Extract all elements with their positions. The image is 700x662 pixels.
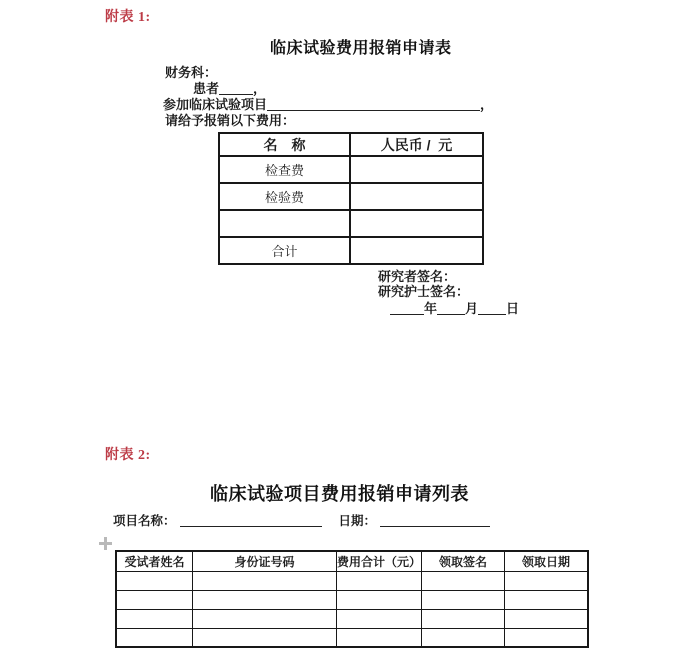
list-cell[interactable]: [116, 609, 193, 628]
date-line: [390, 298, 519, 317]
project-label: 参加临床试验项目: [163, 97, 268, 112]
fee-table: [218, 132, 484, 265]
fee-amount-cell[interactable]: [350, 210, 483, 237]
fee-name-cell: 检查费: [219, 156, 350, 183]
patient-fill-line[interactable]: [219, 81, 253, 95]
appendix2-title: 临床试验项目费用报销申请列表: [210, 484, 469, 504]
list-header-date: 领取日期: [505, 551, 589, 571]
date-label: 日期：: [338, 514, 377, 528]
appendix2-label: 附表 2:: [105, 448, 151, 463]
list-cell[interactable]: [116, 628, 193, 647]
fee-header-name: 名 称: [219, 133, 350, 156]
list-cell[interactable]: [505, 590, 589, 609]
appendix1-label: 附表 1:: [105, 10, 151, 25]
list-header-subject-name: 受试者姓名: [116, 551, 193, 571]
project-name-fill-line[interactable]: [180, 513, 322, 527]
list-cell[interactable]: [337, 571, 422, 590]
project-comma: ，: [480, 97, 494, 112]
fee-name-cell: 检验费: [219, 183, 350, 210]
list-cell[interactable]: [505, 628, 589, 647]
project-date-line: [113, 511, 490, 529]
month-label: 月: [465, 301, 479, 316]
table-row: [116, 628, 588, 647]
list-cell[interactable]: [337, 609, 422, 628]
list-cell[interactable]: [116, 571, 193, 590]
salutation-line: 财务科：: [165, 65, 218, 80]
list-table-header-row: [116, 551, 588, 571]
patient-comma: ，: [253, 81, 267, 96]
list-cell[interactable]: [193, 609, 337, 628]
year-fill-line[interactable]: [390, 301, 424, 315]
table-row: [116, 609, 588, 628]
list-header-total-cost: 费用合计（元）: [337, 551, 422, 571]
table-move-handle-icon[interactable]: [99, 537, 112, 550]
project-fill-line[interactable]: [267, 97, 480, 111]
list-cell[interactable]: [422, 609, 505, 628]
fee-header-amount: 人民币 / 元: [350, 133, 483, 156]
request-line: 请给予报销以下费用：: [165, 113, 296, 128]
table-row: [219, 210, 483, 237]
reimbursement-list-table: [115, 550, 589, 648]
date-fill-line[interactable]: [380, 513, 490, 527]
fee-amount-cell[interactable]: [350, 156, 483, 183]
researcher-signature-label: 研究者签名：: [378, 269, 457, 284]
list-cell[interactable]: [422, 571, 505, 590]
table-row: [116, 590, 588, 609]
list-cell[interactable]: [422, 628, 505, 647]
fee-name-cell[interactable]: [219, 210, 350, 237]
list-header-signature: 领取签名: [422, 551, 505, 571]
list-cell[interactable]: [422, 590, 505, 609]
appendix1-title: 临床试验费用报销申请表: [270, 40, 452, 57]
fee-amount-cell[interactable]: [350, 237, 483, 264]
list-cell[interactable]: [193, 590, 337, 609]
list-cell[interactable]: [193, 571, 337, 590]
list-cell[interactable]: [116, 590, 193, 609]
patient-label: 患者: [193, 81, 220, 96]
list-cell[interactable]: [193, 628, 337, 647]
project-name-label: 项目名称：: [113, 514, 176, 528]
list-cell[interactable]: [337, 628, 422, 647]
list-cell[interactable]: [505, 609, 589, 628]
fee-amount-cell[interactable]: [350, 183, 483, 210]
day-fill-line[interactable]: [478, 301, 506, 315]
table-row: [116, 571, 588, 590]
fee-name-cell: 合计: [219, 237, 350, 264]
table-row: [219, 156, 483, 183]
month-fill-line[interactable]: [437, 301, 465, 315]
year-label: 年: [424, 301, 438, 316]
list-header-id-number: 身份证号码: [193, 551, 337, 571]
table-row: [219, 183, 483, 210]
fee-table-header-row: [219, 133, 483, 156]
nurse-signature-label: 研究护士签名：: [378, 284, 470, 299]
table-row: [219, 237, 483, 264]
list-cell[interactable]: [337, 590, 422, 609]
list-cell[interactable]: [505, 571, 589, 590]
day-label: 日: [506, 301, 520, 316]
